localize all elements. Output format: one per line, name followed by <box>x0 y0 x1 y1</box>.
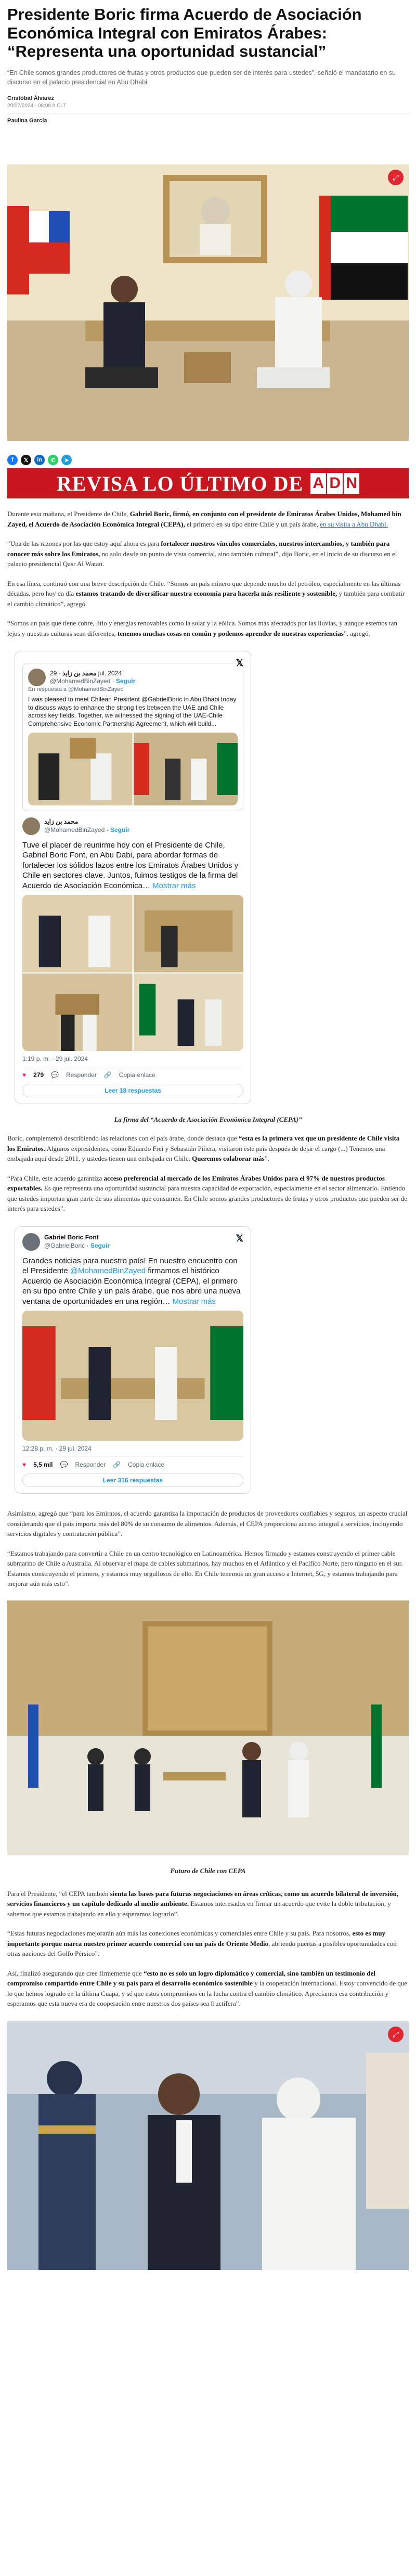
author-name[interactable]: Cristóbal Álvarez <box>7 95 54 102</box>
show-more-link[interactable]: Mostrar más <box>152 881 196 890</box>
tweet-timestamp[interactable]: 12:28 p. m. · 29 jul. 2024 <box>22 1445 92 1453</box>
tweet-photo <box>134 733 238 805</box>
read-replies-button[interactable]: Leer 316 respuestas <box>22 1473 243 1487</box>
tweet-media[interactable] <box>22 1311 243 1441</box>
tweet-text: Grandes noticias para nuestro país! En nuestro encuentro con el Presidente @MohamedBinZayed firmamos el histórico Acuerdo de Asociación Económica Integral (CEPA), el primero en su tipo entre Chile y un país árabe, que nos abre una nueva ventana de oportunidades en una región… Mostrar más <box>22 1256 241 1306</box>
tweet-photo <box>22 1311 243 1441</box>
reply-button[interactable]: Responder <box>75 1461 106 1469</box>
byline <box>7 95 409 124</box>
paragraph: Boric, complementó describiendo las relaciones con el país árabe, donde destaca que “esta es la primera vez que un presidente de Chile visita los Emiratos. Algunos expresidentes, como Eduardo Frei y Sebastián Piñera, visitaron este país después de dejar el cargo (...) Tenemos una embajada aquí desde 2011, y ustedes tienen una embajada en Chile. Queremos colaborar más”. <box>7 1134 400 1163</box>
reply-icon[interactable]: 💬 <box>60 1461 68 1469</box>
paragraph: “Somos un país que tiene cobre, litio y energías renovables como la solar y la eólica. Somos más afectados por las lluvias, y aunque estemos tan lejos y nuestras culturas sean diferentes, tenemos muchas cosas en común y podemos aprender de nuestras experiencias”, agregó. <box>7 619 397 637</box>
tweet-date: 29 jul. 2024 <box>50 669 122 677</box>
paragraph: Así, finalizó asegurando que cree firmemente que “esto no es solo un logro diplomático y comercial, sino también un testimonio del compromiso compartido entre Chile y su país para el desarrollo económico sostenible y la cooperación internacional. Estoy convencido de que lo que hemos logrado en la última Cuapa, y sé que estos compromisos en la lucha contra el cambio climático. Apreciamos esa contribución y esperamos que esta nueva era de cooperación entre nuestros dos países sea fructífera”. <box>7 1969 408 2008</box>
tweet-handle[interactable]: @GabrielBoric <box>44 1241 85 1249</box>
adn-logo-letter: D <box>327 473 343 494</box>
article-photo-image <box>7 1600 409 1855</box>
tweet-photo <box>134 895 244 972</box>
follow-button[interactable]: Seguir <box>115 677 136 685</box>
facebook-share-icon[interactable]: f <box>7 455 18 465</box>
embedded-tweet[interactable]: 𝕏 Gabriel Boric Font @GabrielBoric · Seguir Grandes noticias para nuestro país! En nuestro encuentro con el Presidente @MohamedBinZayed firmamos el histórico Acuerdo de Asociación Económica Integral (CEPA), el primero en su tipo entre Chile y un país árabe, que nos abre una nueva ventana de oportunidades en una región… Mostrar más 12:28 p. m. · 29 jul. 2024 ♥ 5,5 mil 💬 Responder 🔗 Copia enlace Leer 316 respuestas <box>15 1226 251 1494</box>
expand-icon[interactable]: ⤢ <box>388 170 404 185</box>
paragraph: “Para Chile, este acuerdo garantiza acceso preferencial al mercado de los Emiratos Árabes Unidos para el 97% de nuestros productos exportables. Es que representa una oportunidad sustancial para nuestra capacidad de exportación, especialmente en el sector alimentario. Entiendo que ustedes importan gran parte de sus alimentos que consumen. En Chile somos grandes productores de frutas y otros productos que pueden ser de interés para ustedes”. <box>7 1174 407 1213</box>
paragraph: “Estas futuras negociaciones mejorarán aún más las conexiones económicas y comerciales entre Chile y su país. Para nosotros, esto es muy importante porque marca nuestro primer acuerdo comercial con un país de Oriente Medio, abriendo puertas a posibles oportunidades con otras naciones del Golfo Pérsico”. <box>7 1929 397 1958</box>
avatar[interactable] <box>22 1233 40 1251</box>
x-share-icon[interactable]: 𝕏 <box>21 455 31 465</box>
embedded-tweet[interactable]: 𝕏 محمد بن زايد · 29 jul. 2024 @MohamedBinZayed · Seguir En respuesta a @MohamedBinZayed I was pleased to meet Chilean President @GabrielBoric in Abu Dhabi today to discuss ways to enhance the strong ties between the UAE and Chile across key fields. Together, we witnessed the signing of the UAE-Chile Comprehensive Economic Partnership Agreement, which will build... محمد بن زايد @MohamedBinZayed · Seguir Tuve el placer de reunirme hoy con el Presidente de Chile, Gabriel Boric Font, en Abu Dabi, para abordar formas de fortalecer los sólidos lazos entre los Emiratos Árabes Unidos y Chile en sectores clave. Juntos, fuimos testigos de la firma del Acuerdo de Asociación Económica… Mostrar más 1:19 p. m. · 29 jul. 2024 ♥ 279 💬 Responder 🔗 Copia enlace Leer 18 respuestas <box>15 651 251 1104</box>
hero-photo-image <box>7 164 409 441</box>
quoted-tweet-text: I was pleased to meet Chilean President @GabrielBoric in Abu Dhabi today to discuss ways to enhance the strong ties between the UAE and Chile across key fields. Together, we witnessed the signing of the UAE-Chile Comprehensive Economic Partnership Agreement, which will build... <box>28 696 237 727</box>
tweet-handle[interactable]: @MohamedBinZayed <box>50 677 111 685</box>
tweet-photo <box>28 733 133 805</box>
adn-logo <box>310 473 359 494</box>
avatar[interactable] <box>22 817 40 835</box>
article-photo[interactable] <box>7 1600 409 1855</box>
copy-link-button[interactable]: Copia enlace <box>119 1071 155 1079</box>
quoted-tweet-media[interactable] <box>28 733 238 805</box>
avatar[interactable] <box>28 669 46 686</box>
tweet-text: Tuve el placer de reunirme hoy con el Presidente de Chile, Gabriel Boric Font, en Abu Dabi, para abordar formas de fortalecer los sólidos lazos entre los Emiratos Árabes Unidos y Chile en sectores clave. Juntos, fuimos testigos de la firma del Acuerdo de Asociación Económica… Mostrar más <box>22 840 239 890</box>
tweet-author-name[interactable]: محمد بن زايد <box>44 817 79 825</box>
hero-photo[interactable] <box>7 164 409 441</box>
tweet-author-name[interactable]: Gabriel Boric Font <box>44 1233 99 1241</box>
follow-button[interactable]: Seguir <box>90 1241 110 1249</box>
tweet-actions <box>22 1067 243 1079</box>
link-icon[interactable]: 🔗 <box>103 1071 112 1079</box>
show-more-link[interactable]: Mostrar más <box>172 1297 216 1306</box>
article-photo-image <box>7 2021 409 2270</box>
whatsapp-share-icon[interactable]: ✆ <box>48 455 58 465</box>
copy-link-button[interactable]: Copia enlace <box>128 1461 165 1469</box>
author-name-2[interactable]: Paulina García <box>7 118 47 124</box>
tweet-photo <box>22 895 133 972</box>
read-replies-button[interactable]: Leer 18 respuestas <box>22 1084 243 1097</box>
image-caption: Futuro de Chile con CEPA <box>170 1866 246 1875</box>
banner-text: REVISA LO ÚLTIMO DE <box>56 471 304 495</box>
linkedin-share-icon[interactable]: in <box>34 455 45 465</box>
tweet-actions <box>22 1456 243 1468</box>
x-logo-icon[interactable]: 𝕏 <box>236 1233 243 1244</box>
paragraph: Para el Presidente, “el CEPA también sienta las bases para futuras negociaciones en áreas críticas, como un acuerdo bilateral de inversión, servicios financieros y un capítulo dedicado al medio ambiente. Estamos interesados en firmar un acuerdo que evite la doble tributación, y sabemos que estamos trabajando en ello y esperamos lograrlo”. <box>7 1889 399 1918</box>
reply-icon[interactable]: 💬 <box>51 1071 59 1079</box>
adn-logo-letter: A <box>310 473 326 494</box>
adn-logo-letter: N <box>344 473 359 494</box>
adn-banner[interactable] <box>7 468 409 498</box>
tweet-media[interactable] <box>22 895 243 1051</box>
tweet-photo <box>22 973 133 1051</box>
publish-date: 29/07/2024 - 08:08 h CLT <box>7 103 67 109</box>
follow-button[interactable]: Seguir <box>110 826 130 834</box>
like-count: 5,5 mil <box>33 1461 53 1469</box>
reply-context: En respuesta a @MohamedBinZayed <box>28 686 124 693</box>
telegram-share-icon[interactable]: ➤ <box>61 455 72 465</box>
reply-button[interactable]: Responder <box>66 1071 97 1079</box>
heart-icon[interactable]: ♥ <box>22 1071 27 1079</box>
quoted-tweet[interactable]: محمد بن زايد · 29 jul. 2024 @MohamedBinZayed · Seguir En respuesta a @MohamedBinZayed I was pleased to meet Chilean President @GabrielBoric in Abu Dhabi today to discuss ways to enhance the strong ties between the UAE and Chile across key fields. Together, we witnessed the signing of the UAE-Chile Comprehensive Economic Partnership Agreement, which will build... <box>22 663 243 811</box>
link-icon[interactable]: 🔗 <box>113 1461 121 1469</box>
paragraph: “Una de las razones por las que estoy aquí ahora es para fortalecer nuestros vínculos comerciales, nuestros intercambios, y también para conocer más sobre los Emiratos, no solo desde un punto de vista comercial, sino también cultural”, dijo Boric, en el inicio de su discurso en el palacio presidencial Qasr Al Watan. <box>7 540 397 568</box>
article-photo[interactable] <box>7 2021 409 2270</box>
mention-link[interactable]: @MohamedBinZayed <box>70 1266 146 1276</box>
article-headline: Presidente Boric firma Acuerdo de Asociación Económica Integral con Emiratos Árabes: “Representa una oportunidad sustancial” <box>7 5 362 61</box>
tweet-photo <box>134 973 244 1051</box>
paragraph: Durante esta mañana, el Presidente de Chile, Gabriel Boric, firmó, en conjunto con el presidente de Emiratos Árabes Unidos, Mohamed bin Zayed, el Acuerdo de Asociación Económica Integral (CEPA), el primero en su tipo entre Chile y un país árabe, en su visita a Abu Dhabi. <box>7 510 401 528</box>
expand-icon[interactable]: ⤢ <box>388 2027 404 2042</box>
tweet-handle[interactable]: @MohamedBinZayed <box>44 826 105 834</box>
article-lede: “En Chile somos grandes productores de frutas y otros productos que pueden ser de interés para ustedes”, señaló el mandatario en su discurso en el palacio presidencial en Abu Dhabi. <box>7 69 396 86</box>
heart-icon[interactable]: ♥ <box>22 1461 27 1469</box>
tweet-timestamp[interactable]: 1:19 p. m. · 29 jul. 2024 <box>22 1055 88 1063</box>
paragraph: Asimismo, agregó que “para los Emiratos, el acuerdo garantiza la importación de productos de proveedores confiables y seguros, un aspecto crucial considerando que el país importa más del 80% de su consumo de alimentos. Además, el CEPA proporciona acceso integral a servicios, incluyendo servicios digitales y contratación pública”. <box>7 1509 408 1538</box>
like-count: 279 <box>33 1071 44 1079</box>
paragraph: “Estamos trabajando para convertir a Chile en un centro tecnológico en Latinoamérica. Hemos firmado y estamos construyendo el primer cable submarino de Chile a Australia. Al observar el mapa de cables submarinos, hay muchos en el Atlántico y el Pacífico Norte, pero ninguno en el sur. Estamos construyendo el primero, y estamos muy orgullosos de ello. En Chile tenemos un gran acceso a Internet, 5G, y estamos trabajando para mejorar aún más esto”. <box>7 1549 403 1588</box>
share-buttons <box>7 455 409 465</box>
image-caption: La firma del “Acuerdo de Asociación Económica Integral (CEPA)” <box>114 1116 302 1124</box>
abu-dhabi-link[interactable]: en su visita a Abu Dhabi. <box>320 520 388 528</box>
x-logo-icon[interactable]: 𝕏 <box>236 658 243 669</box>
paragraph: En esa línea, continuó con una breve descripción de Chile. “Somos un país minero que depende mucho del petróleo, especialmente en las últimas décadas, pero hoy en día estamos tratando de diversificar nuestra economía para hacerla más resiliente y sostenible, y también para combatir el cambio climático”, agregó. <box>7 579 405 608</box>
tweet-author-name[interactable]: محمد بن زايد <box>62 669 97 677</box>
